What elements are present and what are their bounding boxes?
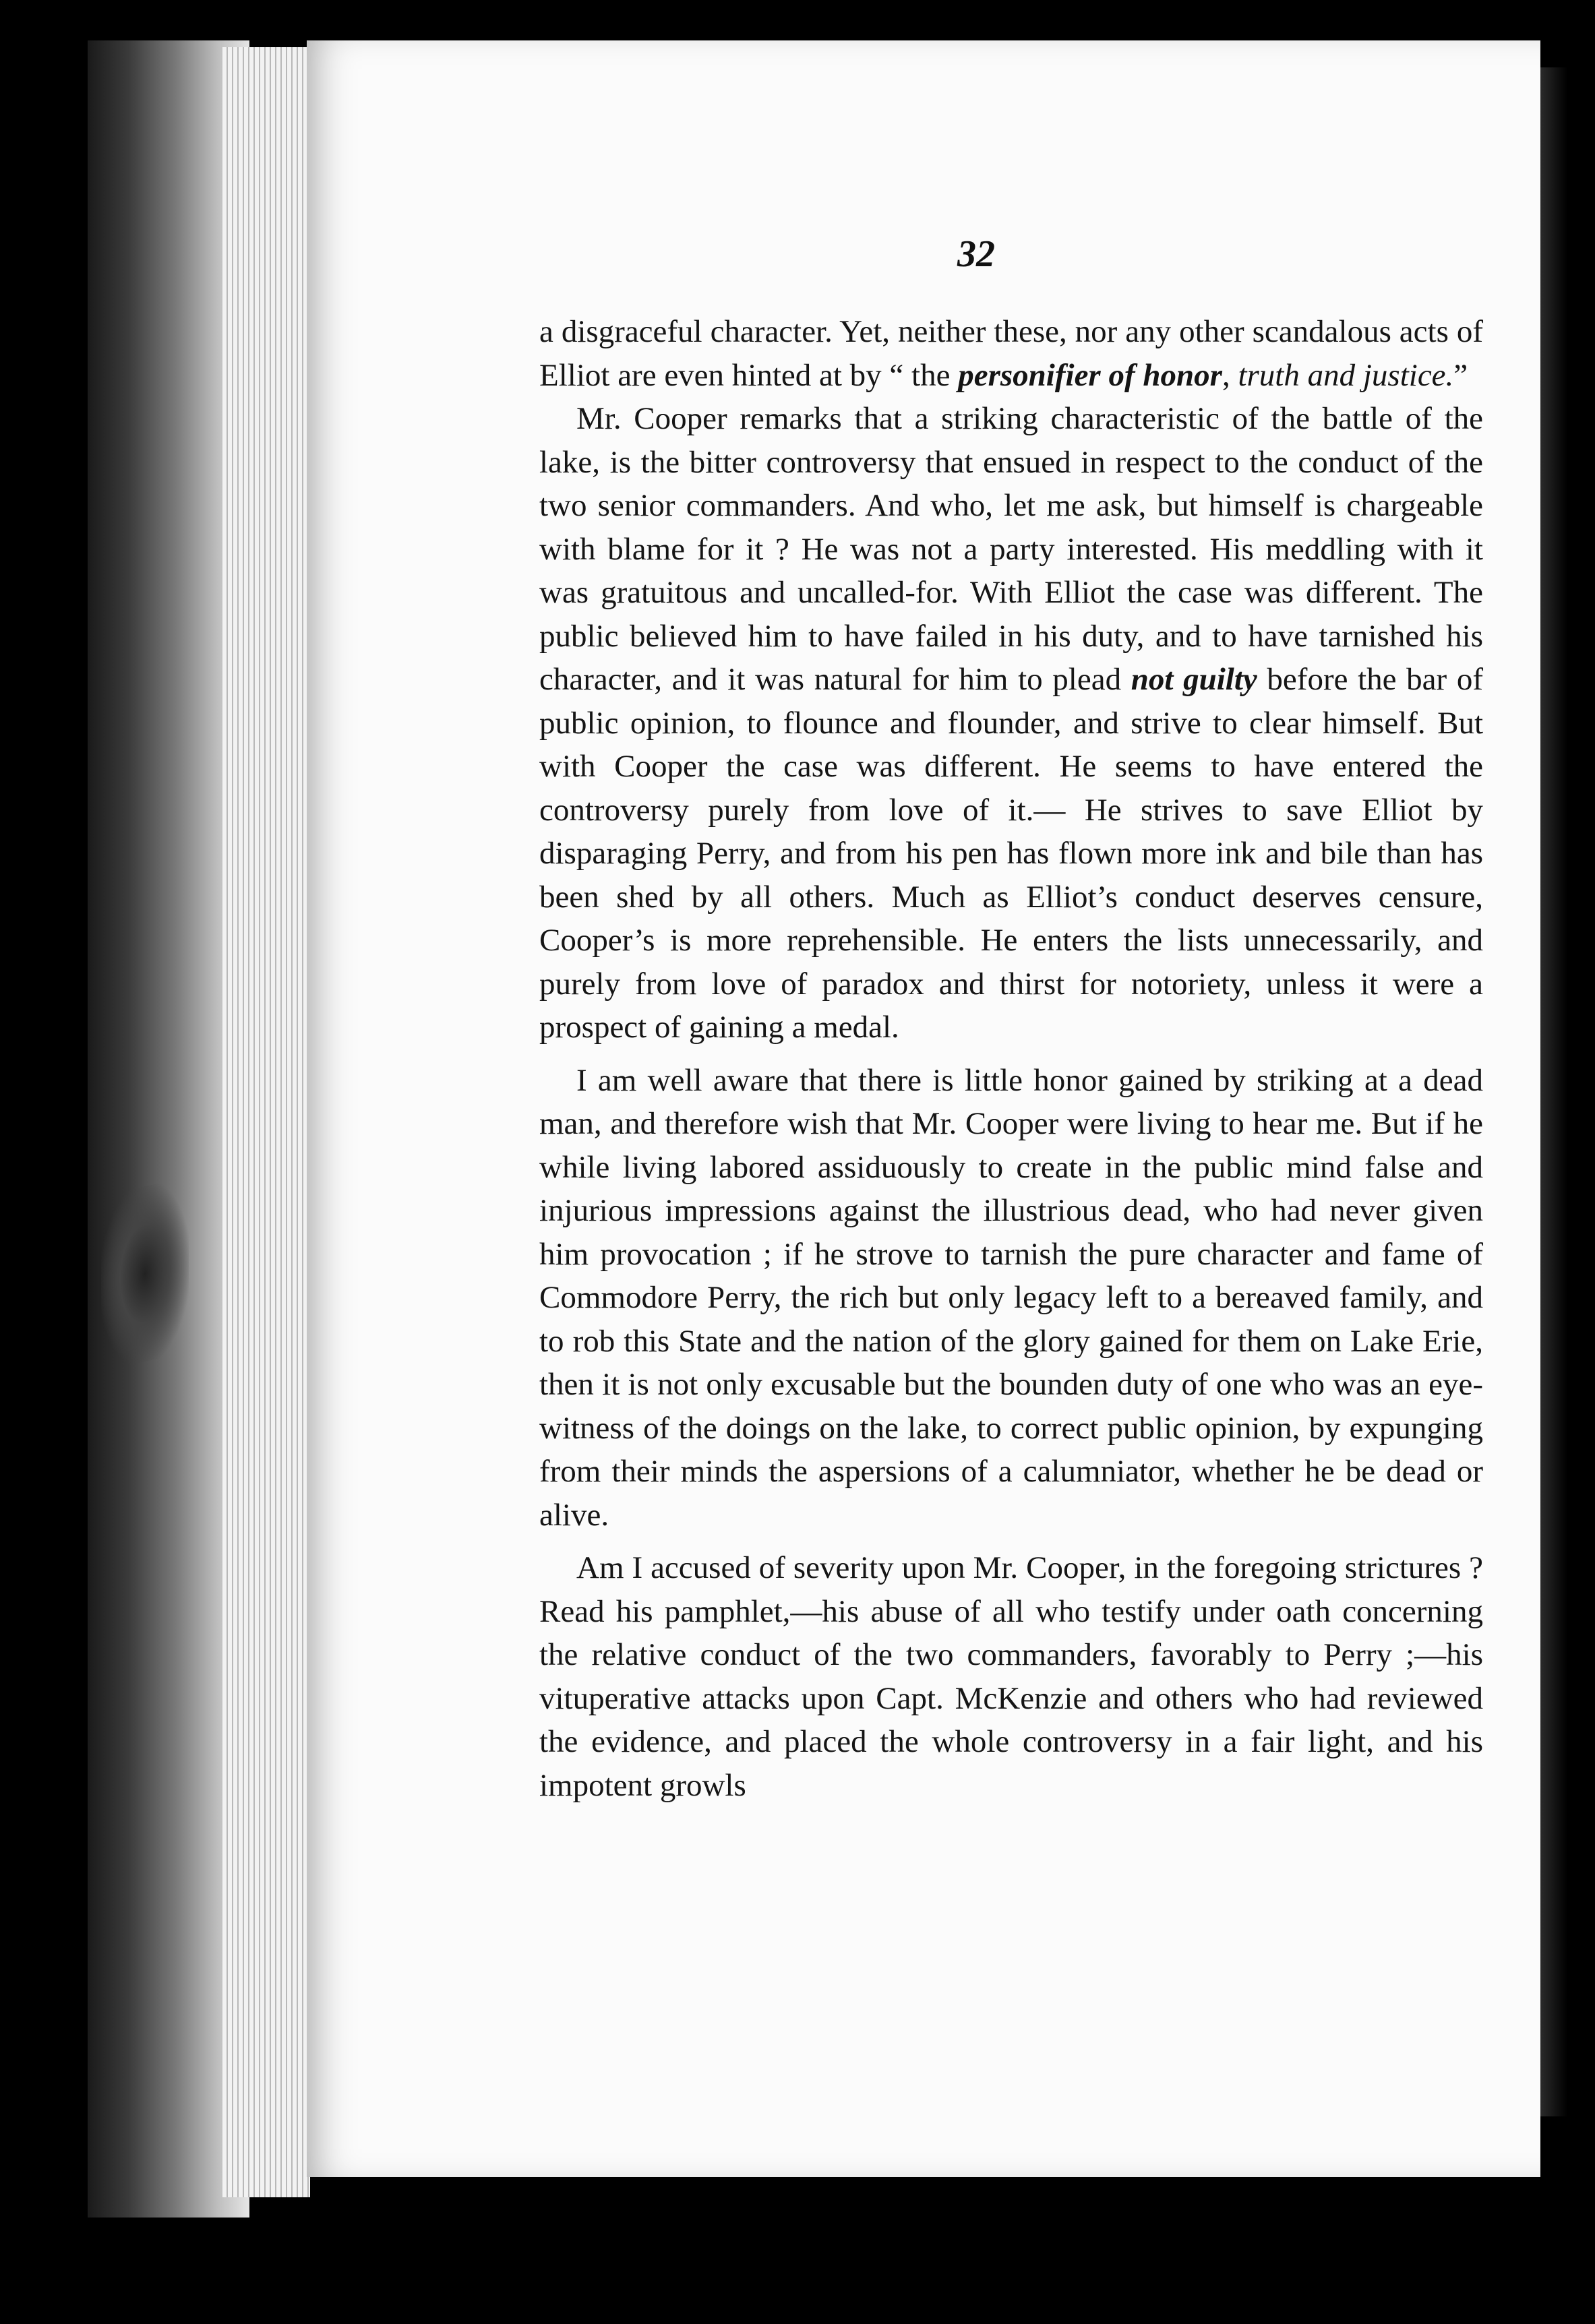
text-segment-italic: truth and justice. [1238,357,1454,393]
text-segment: ” [1453,357,1468,393]
text-segment-italic: not guilty [1131,662,1257,697]
text-segment: before the bar of public opinion, to flounce and flounder, and strive to clear himself. But with Cooper the case was different. He seems to have entered the controversy purely from love of it.— He strives to save Elliot by disparaging Perry, and from his pen has flown more ink and bile than has been shed by all others. Much as Elliot’s conduct deserves censure, Cooper’s is more reprehensible. He enters the lists unnecessarily, and purely from love of paradox and thirst for notoriety, unless it were a prospect of gaining a medal. [539,662,1484,1045]
text-segment: a disgraceful character. Yet, neither these, nor any other scandalous acts of Elliot are even hinted at by “ the [539,314,1483,393]
text-segment-italic: personifier of honor [958,357,1222,393]
page-number: 32 [957,233,995,275]
paragraph-1 [539,310,1483,397]
page-right-edge [1540,67,1567,2116]
text-segment: , [1222,357,1238,393]
text-segment: I am well aware that there is little honor gained by striking at a dead man, and therefore wish that Mr. Cooper were living to hear me. But if he while living labored assiduously to create in the public mind false and injurious impressions against the illustrious dead, who had never given him provocation ; if he strove to tarnish the pure character and fame of Commodore Perry, the rich but only legacy left to a bereaved family, and to rob this State and the nation of the glory gained for them on Lake Erie, then it is not only excusable but the bounden duty of one who was an eye-witness of the doings on the lake, to correct public opinion, by expunging from their minds the aspersions of a calumniator, whether he be dead or alive. [539,1062,1483,1533]
scan-smudge [101,1177,189,1371]
page-edges [222,47,310,2197]
text-segment: Mr. Cooper remarks that a striking characteristic of the battle of the lake, is the bitter controversy that ensued in respect to the conduct of the two senior commanders. And who, let me ask, but himself is chargeable with blame for it ? He was not a party interested. His meddling with it was gratuitous and uncalled-for. With Elliot the case was different. The public believed him to have failed in his duty, and to have tarnished his character, and it was natural for him to plead [539,401,1483,697]
paragraph-3 [539,1059,1483,1537]
paragraph-2 [539,397,1483,1049]
paragraph-4 [539,1546,1483,1807]
body-text [539,310,1483,1807]
text-segment: Am I accused of severity upon Mr. Cooper, in the foregoing strictures ? Read his pamphlet,—his abuse of all who testify under oath concerning the relative conduct of the two commanders, favorably to Perry ;—his vituperative attacks upon Capt. McKenzie and others who had reviewed the evidence, and placed the whole controversy in a fair light, and his impotent growls [539,1550,1483,1803]
